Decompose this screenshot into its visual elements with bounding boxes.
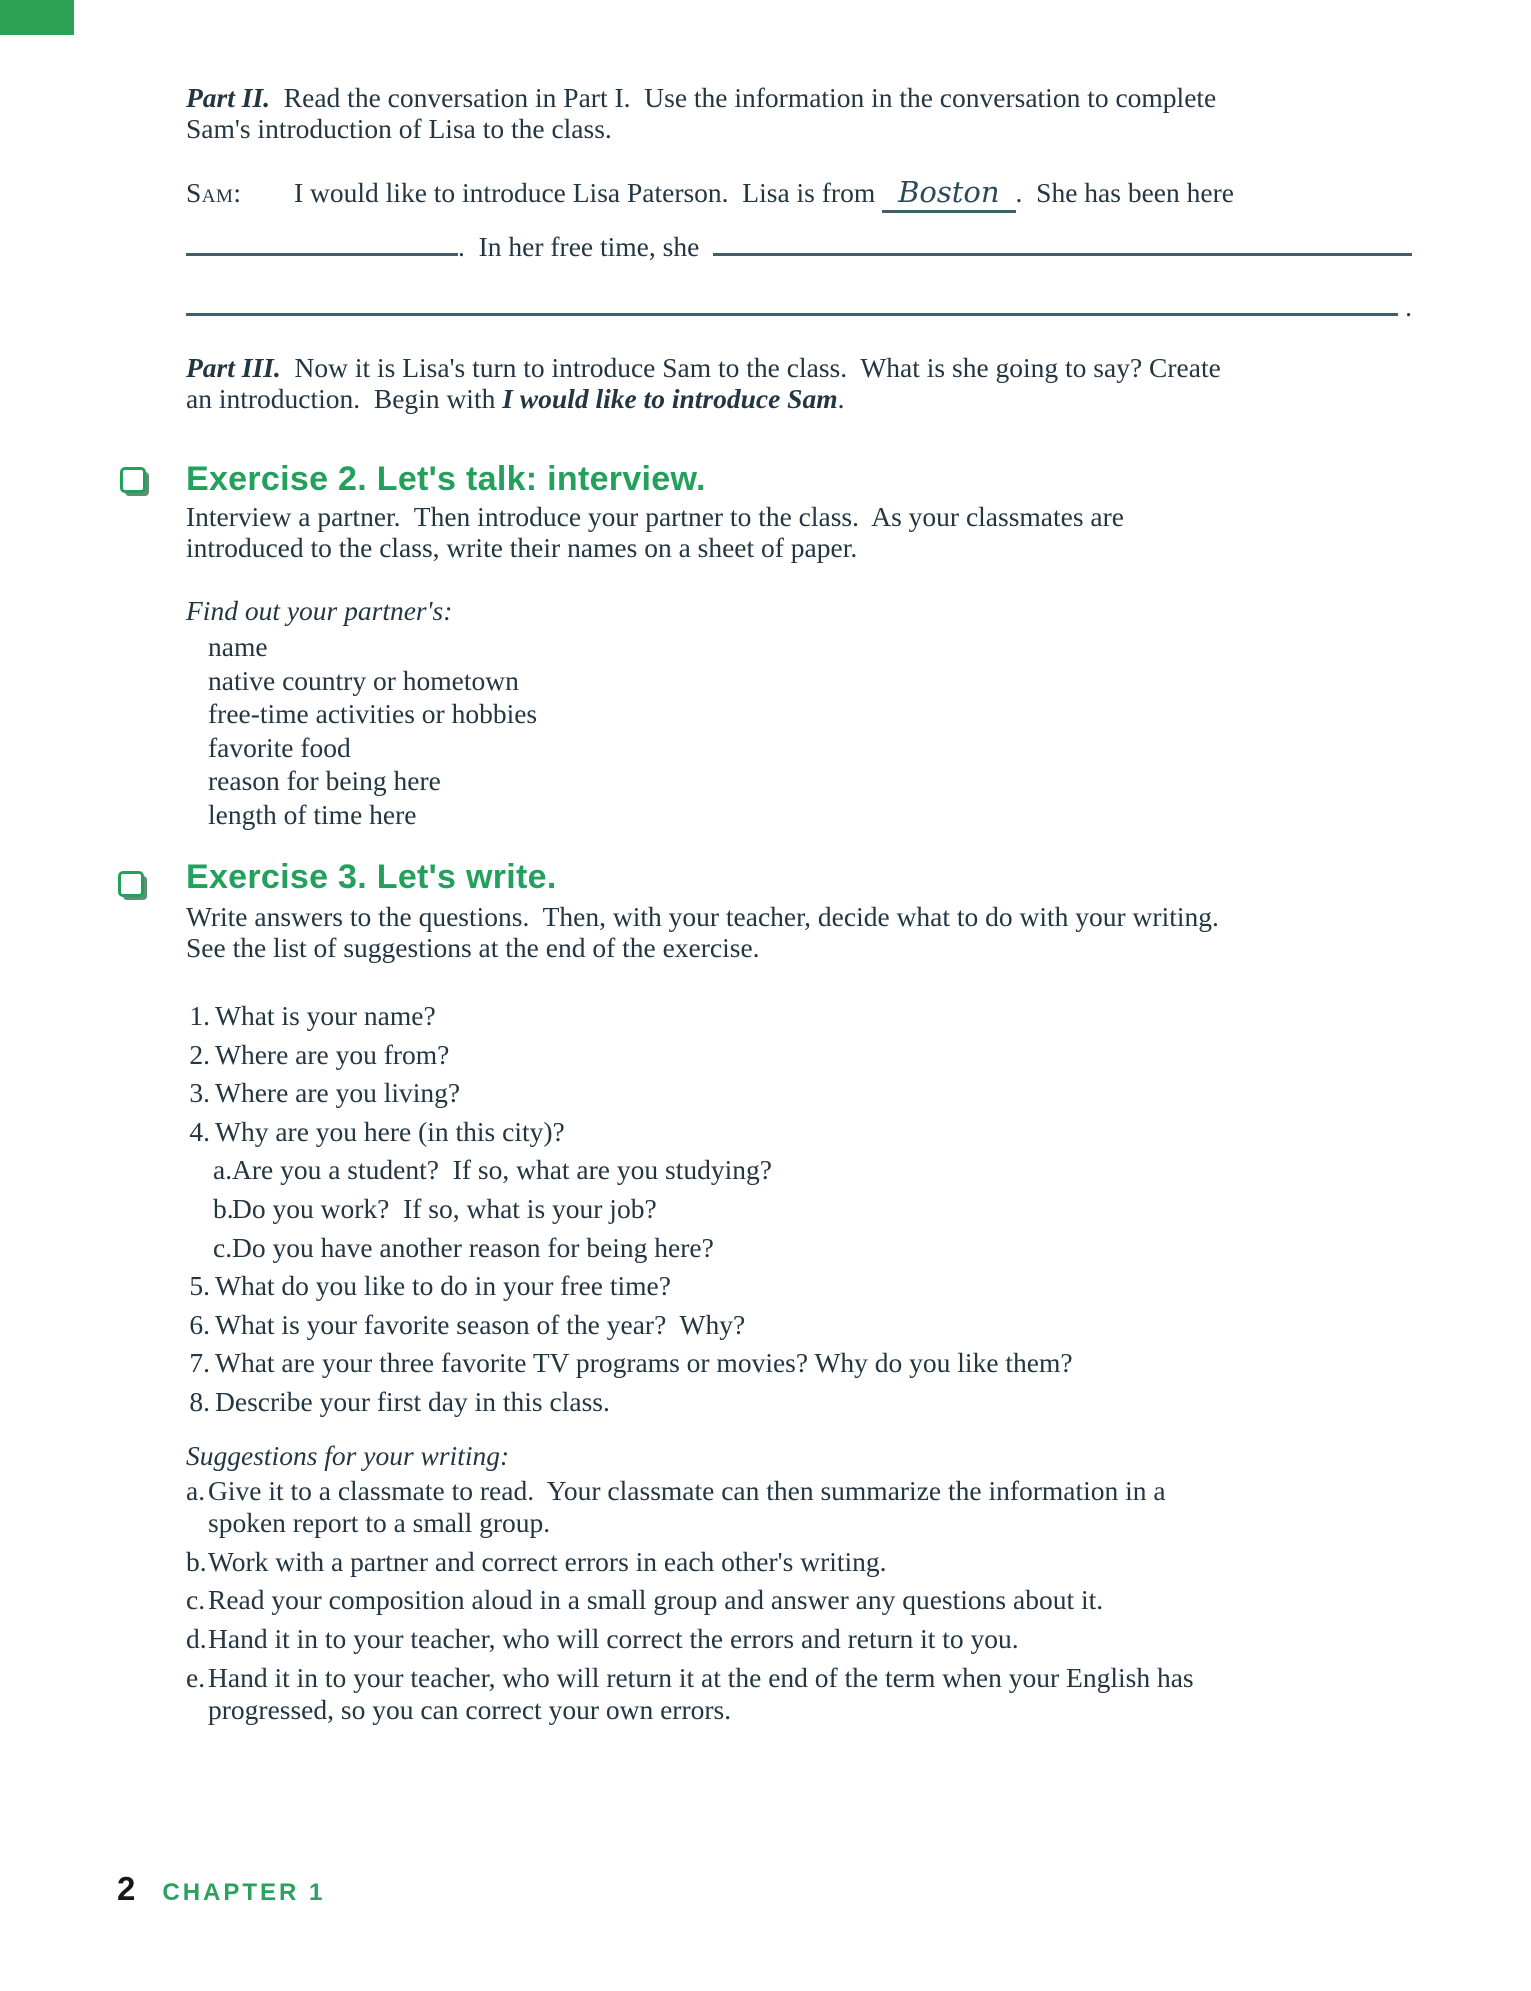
exercise3-heading: Exercise 3. Let's write.	[186, 858, 557, 896]
findout-item: name	[208, 631, 268, 662]
suggestion-marker: d.	[186, 1623, 207, 1655]
paragraph-line: introduced to the class, write their names on a sheet of paper.	[186, 532, 858, 563]
findout-list-block	[186, 594, 537, 831]
part3-paragraph	[186, 352, 1221, 414]
dialogue-blank-line	[186, 231, 1412, 262]
question-row	[186, 1116, 1446, 1147]
suggestion-item	[186, 1475, 1466, 1539]
corner-marker	[0, 0, 74, 35]
checkbox-square-icon	[120, 467, 146, 493]
question-row	[186, 1077, 1446, 1108]
suggestion-line: Read your composition aloud in a small group and answer any questions about it.	[208, 1584, 1104, 1616]
blank-line	[186, 253, 458, 256]
question-text: Do you work? If so, what is your job?	[232, 1192, 657, 1224]
paragraph-line	[186, 82, 1216, 113]
text-segment: . She has been here	[1015, 177, 1234, 208]
findout-item: reason for being here	[208, 765, 441, 796]
text-segment: Part II.	[186, 82, 271, 113]
paragraph-line: See the list of suggestions at the end of the exercise.	[186, 932, 760, 963]
suggestion-item	[186, 1584, 1466, 1616]
question-marker: 7.	[189, 1347, 210, 1379]
question-text: Where are you from?	[215, 1038, 450, 1070]
text-segment: Now it is Lisa's turn to introduce Sam to the class. What is she going to say? Create	[280, 352, 1221, 383]
question-marker: 2.	[189, 1038, 210, 1070]
question-text: Are you a student? If so, what are you studying?	[232, 1154, 772, 1186]
text-segment: Sam:	[186, 177, 242, 208]
question-row	[186, 1309, 1446, 1340]
dialogue-sam-line	[186, 177, 1234, 213]
blank-line	[186, 313, 1398, 316]
paragraph-line	[186, 113, 1216, 144]
text-segment: I would like to introduce Lisa Paterson. Lisa is from	[294, 177, 883, 208]
question-row	[186, 1039, 1446, 1070]
findout-item: native country or hometown	[208, 664, 519, 696]
part2-paragraph	[186, 82, 1216, 144]
exercise3-body	[186, 901, 1219, 963]
text-segment: Read the conversation in Part I. Use the information in the conversation to complete	[270, 82, 1217, 113]
suggestions-header: Suggestions for your writing:	[186, 1440, 510, 1471]
question-marker: 1.	[189, 1000, 210, 1031]
suggestion-marker: a.	[186, 1475, 206, 1506]
question-row	[186, 1347, 1446, 1378]
suggestion-marker: e.	[186, 1661, 206, 1693]
question-row	[186, 1270, 1446, 1301]
question-text: Describe your first day in this class.	[215, 1385, 610, 1417]
suggestion-line: Hand it in to your teacher, who will return it at the end of the term when your English has	[208, 1661, 1194, 1693]
question-row	[186, 1232, 1446, 1263]
question-text: What are your three favorite TV programs or movies? Why do you like them?	[215, 1347, 1073, 1379]
suggestion-marker: b.	[186, 1545, 207, 1577]
text-segment: Part III.	[186, 352, 281, 383]
suggestion-item	[186, 1662, 1466, 1726]
suggestion-marker: c.	[186, 1584, 206, 1616]
questions-list	[186, 1000, 1446, 1425]
question-row	[186, 1000, 1446, 1031]
question-marker: 5.	[189, 1270, 210, 1302]
handwritten-answer: Boston	[882, 177, 1015, 213]
suggestions-list	[186, 1475, 1466, 1726]
question-marker: a.	[213, 1154, 233, 1186]
text-segment: I would like to introduce Sam	[502, 383, 838, 414]
page-footer	[117, 1870, 325, 1908]
text-segment: . In her free time, she	[458, 231, 714, 262]
findout-header: Find out your partner's:	[186, 595, 453, 626]
question-text: What is your favorite season of the year? Why?	[215, 1308, 746, 1340]
checkbox-square-icon	[118, 871, 144, 897]
question-row	[186, 1154, 1446, 1185]
exercise2-body	[186, 501, 1124, 563]
question-marker: b.	[213, 1192, 234, 1224]
suggestion-line: spoken report to a small group.	[208, 1506, 551, 1538]
question-text: What is your name?	[215, 1000, 436, 1031]
page-number: 2	[117, 1870, 136, 1907]
question-text: Do you have another reason for being here?	[232, 1231, 714, 1263]
findout-item: free-time activities or hobbies	[208, 698, 538, 729]
question-text: Where are you living?	[215, 1077, 461, 1109]
suggestion-item	[186, 1546, 1466, 1578]
findout-list	[186, 630, 537, 831]
question-marker: c.	[213, 1231, 233, 1263]
chapter-label: CHAPTER 1	[162, 1879, 326, 1906]
question-marker: 4.	[189, 1115, 210, 1147]
exercise2-heading: Exercise 2. Let's talk: interview.	[186, 460, 706, 498]
question-marker: 8.	[189, 1385, 210, 1417]
dialogue-blank-line	[186, 291, 1412, 322]
findout-item: favorite food	[208, 731, 351, 763]
text-segment: .	[837, 383, 845, 414]
question-marker: 6.	[189, 1308, 210, 1340]
question-row	[186, 1386, 1446, 1417]
paragraph-line: Interview a partner. Then introduce your partner to the class. As your classmates are	[186, 501, 1124, 532]
blank-line	[713, 253, 1412, 256]
paragraph-line	[186, 383, 1221, 414]
suggestion-line: Hand it in to your teacher, who will correct the errors and return it to you.	[208, 1623, 1019, 1655]
suggestions-block	[186, 1439, 1466, 1733]
paragraph-line	[186, 352, 1221, 383]
suggestion-item	[186, 1623, 1466, 1655]
question-text: What do you like to do in your free time?	[215, 1270, 671, 1302]
suggestion-line: progressed, so you can correct your own errors.	[208, 1693, 732, 1725]
text-segment: an introduction. Begin with	[186, 383, 503, 414]
text-segment: Sam's introduction of Lisa to the class.	[186, 113, 612, 144]
suggestion-line: Work with a partner and correct errors in each other's writing.	[208, 1545, 887, 1577]
question-marker: 3.	[189, 1077, 210, 1109]
findout-item: length of time here	[208, 798, 417, 830]
text-segment: .	[1398, 291, 1412, 322]
question-text: Why are you here (in this city)?	[215, 1115, 565, 1147]
paragraph-line: Write answers to the questions. Then, with your teacher, decide what to do with your writing.	[186, 901, 1219, 932]
question-row	[186, 1193, 1446, 1224]
suggestion-line: Give it to a classmate to read. Your classmate can then summarize the information in a	[208, 1475, 1166, 1506]
